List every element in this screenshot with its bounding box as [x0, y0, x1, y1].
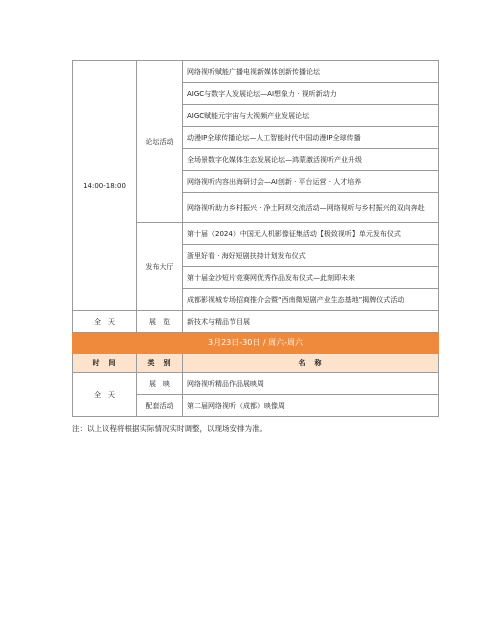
supporting-item: 第二届网络视听（成都）映像周: [183, 395, 439, 417]
category-release: 发布大厅: [137, 223, 183, 311]
release-item: 浙里好看 · 海好短剧扶持计划发布仪式: [183, 245, 439, 267]
exhibition-item: 新技术与精品节目展: [183, 311, 439, 333]
agenda-table: [72, 60, 439, 417]
header-time: 时 间: [73, 354, 137, 373]
forum-item: AIGC赋能元宇宙与大视频产业发展论坛: [183, 105, 439, 127]
category-exhibition: 展 览: [137, 311, 183, 333]
release-item: 第十届金沙短片竞赛网优秀作品发布仪式—此刻即未来: [183, 267, 439, 289]
header-category: 类 别: [137, 354, 183, 373]
category-screening: 展 映: [137, 373, 183, 395]
agenda-note: 注：以上议程将根据实际情况实时调整，以现场安排为准。: [72, 424, 267, 433]
forum-item: AIGC与数字人发展论坛—AI想象力 · 视听新动力: [183, 83, 439, 105]
time-cell: 14:00-18:00: [73, 61, 137, 311]
release-item: 成都影视城专场招商推介会暨“西南微短剧产业生态基地”揭牌仪式活动: [183, 289, 439, 311]
forum-item: 全场景数字化媒体生态发展论坛—鸿蒙激活视听产业升级: [183, 149, 439, 171]
header-name: 名 称: [183, 354, 439, 373]
forum-item: 网络视听赋能广播电视新媒体创新传播论坛: [183, 61, 439, 83]
screening-item: 网络视听精品作品展映周: [183, 373, 439, 395]
date-banner: 3月23日-30日 / 周六-周六: [73, 333, 439, 354]
forum-item: 动漫IP全球传播论坛—人工智能时代中国动漫IP全球传播: [183, 127, 439, 149]
agenda-page: [72, 60, 438, 434]
category-forum: 论坛活动: [137, 61, 183, 223]
second-time-cell: 全 天: [73, 373, 137, 417]
forum-item: 网络视听助力乡村振兴 · 净土阿坝交流活动—网络视听与乡村振兴的双向奔赴: [183, 193, 439, 223]
allday-time-cell: 全 天: [73, 311, 137, 333]
release-item: 第十届（2024）中国无人机影像征集活动【极致视听】单元发布仪式: [183, 223, 439, 245]
category-supporting: 配套活动: [137, 395, 183, 417]
forum-item: 网络视听内容出海研讨会—AI创新 · 平台运营 · 人才培养: [183, 171, 439, 193]
